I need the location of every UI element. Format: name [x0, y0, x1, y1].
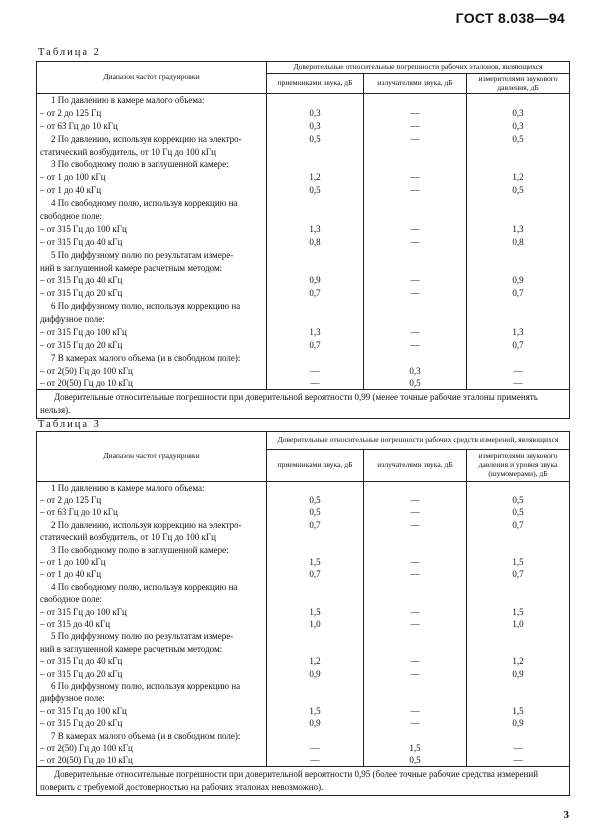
emitters-value: —	[364, 119, 467, 132]
page-number: 3	[563, 809, 569, 821]
table2-col-meters: измерителями звукового давления, дБ	[467, 74, 570, 94]
receivers-value: 0,9	[267, 717, 364, 729]
row-label: диффузное поле:	[37, 692, 267, 704]
emitters-value	[364, 593, 467, 605]
table-row	[37, 210, 570, 223]
meters-value: —	[467, 364, 570, 377]
emitters-value	[364, 261, 467, 274]
note-row	[37, 390, 570, 419]
table-row	[37, 581, 570, 593]
emitters-value	[364, 531, 467, 543]
emitters-value	[364, 158, 467, 171]
emitters-value: —	[364, 618, 467, 630]
meters-value	[467, 248, 570, 261]
meters-value: 0,3	[467, 119, 570, 132]
receivers-value: 1,2	[267, 655, 364, 667]
receivers-value	[267, 482, 364, 494]
row-label: 7 В камерах малого объема (и в свободном поле):	[37, 351, 267, 364]
row-label: 7 В камерах малого объема (и в свободном поле):	[37, 729, 267, 741]
meters-value: 0,7	[467, 287, 570, 300]
table-row	[37, 506, 570, 518]
table-row	[37, 158, 570, 171]
row-label: диффузное поле:	[37, 313, 267, 326]
table-row	[37, 593, 570, 605]
row-label: – от 315 Гц до 40 кГц	[37, 274, 267, 287]
receivers-value	[267, 248, 364, 261]
meters-value: 0,7	[467, 568, 570, 580]
row-label: – от 315 Гц до 20 кГц	[37, 717, 267, 729]
receivers-value: —	[267, 742, 364, 754]
table-row	[37, 568, 570, 580]
table-row	[37, 556, 570, 568]
table2-col-group: Доверительные относительные погрешности рабочих эталонов, являющихся	[267, 62, 570, 74]
table-row	[37, 655, 570, 667]
row-label: 3 По свободному полю в заглушенной камере:	[37, 543, 267, 555]
receivers-value: —	[267, 364, 364, 377]
meters-value: 1,5	[467, 605, 570, 617]
emitters-value: —	[364, 171, 467, 184]
emitters-value: —	[364, 705, 467, 717]
row-label: статический возбудитель, от 10 Гц до 100 кГц	[37, 145, 267, 158]
meters-value: 0,7	[467, 338, 570, 351]
receivers-value	[267, 94, 364, 107]
receivers-value: 0,9	[267, 667, 364, 679]
meters-value	[467, 313, 570, 326]
meters-value	[467, 680, 570, 692]
row-label: – от 1 до 40 кГц	[37, 184, 267, 197]
emitters-value	[364, 729, 467, 741]
receivers-value: 0,3	[267, 119, 364, 132]
receivers-value: 1,5	[267, 605, 364, 617]
emitters-value: —	[364, 519, 467, 531]
table-row	[37, 261, 570, 274]
table-row	[37, 145, 570, 158]
receivers-value	[267, 158, 364, 171]
meters-value: 1,2	[467, 655, 570, 667]
receivers-value	[267, 197, 364, 210]
emitters-value	[364, 630, 467, 642]
meters-value	[467, 543, 570, 555]
table-row	[37, 197, 570, 210]
meters-value: 0,5	[467, 132, 570, 145]
table-row	[37, 132, 570, 145]
table-row	[37, 222, 570, 235]
table3-col-receivers: приемниками звука, дБ	[267, 450, 364, 482]
receivers-value: 1,5	[267, 705, 364, 717]
row-label: – от 2 до 125 Гц	[37, 494, 267, 506]
table-row	[37, 338, 570, 351]
emitters-value	[364, 94, 467, 107]
receivers-value: 0,7	[267, 568, 364, 580]
receivers-value: 0,8	[267, 235, 364, 248]
row-label: – от 315 Гц до 100 кГц	[37, 605, 267, 617]
meters-value: 1,0	[467, 618, 570, 630]
meters-value	[467, 94, 570, 107]
table-row	[37, 235, 570, 248]
receivers-value	[267, 680, 364, 692]
emitters-value	[364, 351, 467, 364]
receivers-value: 0,5	[267, 184, 364, 197]
meters-value	[467, 692, 570, 704]
meters-value: 1,2	[467, 171, 570, 184]
row-label: свободное поле:	[37, 210, 267, 223]
table2-col-range: Диапазон частот градуировки	[37, 62, 267, 94]
emitters-value	[364, 581, 467, 593]
receivers-value	[267, 729, 364, 741]
receivers-value: 0,3	[267, 106, 364, 119]
row-label: 5 По диффузному полю по результатам измере-	[37, 248, 267, 261]
emitters-value	[364, 145, 467, 158]
table-row	[37, 717, 570, 729]
emitters-value: —	[364, 235, 467, 248]
emitters-value: —	[364, 605, 467, 617]
table-row	[37, 605, 570, 617]
emitters-value	[364, 197, 467, 210]
emitters-value	[364, 643, 467, 655]
meters-value: 0,9	[467, 717, 570, 729]
row-label: – от 20(50) Гц до 10 кГц	[37, 754, 267, 766]
emitters-value: —	[364, 274, 467, 287]
table-row	[37, 364, 570, 377]
table-row	[37, 680, 570, 692]
table-row	[37, 300, 570, 313]
receivers-value	[267, 351, 364, 364]
table-note: Доверительные относительные погрешности при доверительной вероятности 0,99 (менее точные рабочие эталоны применять нельзя).	[37, 390, 570, 419]
table-row	[37, 754, 570, 766]
meters-value	[467, 158, 570, 171]
meters-value: 0,7	[467, 519, 570, 531]
row-label: 1 По давлению в камере малого объема:	[37, 482, 267, 494]
row-label: – от 315 Гц до 100 кГц	[37, 222, 267, 235]
row-label: 1 По давлению в камере малого объема:	[37, 94, 267, 107]
row-label: – от 315 Гц до 20 кГц	[37, 338, 267, 351]
row-label: 6 По диффузному полю, используя коррекцию на	[37, 680, 267, 692]
receivers-value	[267, 313, 364, 326]
emitters-value: —	[364, 106, 467, 119]
table-row	[37, 171, 570, 184]
row-label: 3 По свободному полю в заглушенной камере:	[37, 158, 267, 171]
meters-value	[467, 145, 570, 158]
receivers-value: 1,3	[267, 222, 364, 235]
receivers-value: 0,5	[267, 132, 364, 145]
row-label: 5 По диффузному полю по результатам измере-	[37, 630, 267, 642]
row-label: – от 315 Гц до 20 кГц	[37, 667, 267, 679]
emitters-value: —	[364, 655, 467, 667]
meters-value: 0,8	[467, 235, 570, 248]
emitters-value: —	[364, 667, 467, 679]
emitters-value	[364, 543, 467, 555]
row-label: – от 1 до 100 кГц	[37, 171, 267, 184]
meters-value	[467, 351, 570, 364]
meters-value: 1,5	[467, 556, 570, 568]
table-row	[37, 667, 570, 679]
meters-value	[467, 197, 570, 210]
row-label: 2 По давлению, используя коррекцию на электро-	[37, 132, 267, 145]
meters-value	[467, 593, 570, 605]
emitters-value: —	[364, 506, 467, 518]
receivers-value: —	[267, 377, 364, 390]
emitters-value: —	[364, 326, 467, 339]
receivers-value: 1,5	[267, 556, 364, 568]
receivers-value: 0,7	[267, 519, 364, 531]
meters-value: 0,9	[467, 667, 570, 679]
table-row	[37, 519, 570, 531]
meters-value: —	[467, 377, 570, 390]
emitters-value: —	[364, 184, 467, 197]
row-label: ний в заглушенной камере расчетным методом:	[37, 643, 267, 655]
row-label: – от 1 до 100 кГц	[37, 556, 267, 568]
table-row	[37, 531, 570, 543]
meters-value	[467, 261, 570, 274]
row-label: – от 2 до 125 Гц	[37, 106, 267, 119]
meters-value: 0,5	[467, 184, 570, 197]
receivers-value: 1,3	[267, 326, 364, 339]
emitters-value: —	[364, 287, 467, 300]
receivers-value: 0,7	[267, 338, 364, 351]
emitters-value	[364, 692, 467, 704]
note-row	[37, 766, 570, 795]
row-label: статический возбудитель, от 10 Гц до 100 кГц	[37, 531, 267, 543]
row-label: – от 20(50) Гц до 10 кГц	[37, 377, 267, 390]
table3-col-group: Доверительные относительные погрешности рабочих средств измерений, являющихся	[267, 432, 570, 450]
receivers-value	[267, 581, 364, 593]
emitters-value: —	[364, 222, 467, 235]
meters-value: 0,5	[467, 494, 570, 506]
receivers-value: 0,7	[267, 287, 364, 300]
row-label: 4 По свободному полю, используя коррекцию на	[37, 581, 267, 593]
emitters-value	[364, 248, 467, 261]
table3-body	[37, 482, 570, 796]
table2-col-emitters: излучателями звука, дБ	[364, 74, 467, 94]
meters-value	[467, 300, 570, 313]
emitters-value	[364, 210, 467, 223]
row-label: 4 По свободному полю, используя коррекцию на	[37, 197, 267, 210]
table-row	[37, 94, 570, 107]
receivers-value: —	[267, 754, 364, 766]
receivers-value	[267, 210, 364, 223]
receivers-value: 0,5	[267, 506, 364, 518]
meters-value	[467, 729, 570, 741]
table-row	[37, 742, 570, 754]
meters-value: —	[467, 742, 570, 754]
table2	[36, 61, 570, 419]
receivers-value	[267, 593, 364, 605]
emitters-value: —	[364, 556, 467, 568]
receivers-value	[267, 145, 364, 158]
emitters-value: —	[364, 568, 467, 580]
meters-value: 1,3	[467, 222, 570, 235]
receivers-value	[267, 531, 364, 543]
table-row	[37, 184, 570, 197]
emitters-value: —	[364, 494, 467, 506]
receivers-value: 0,5	[267, 494, 364, 506]
row-label: 2 По давлению, используя коррекцию на электро-	[37, 519, 267, 531]
table-row	[37, 692, 570, 704]
table-row	[37, 482, 570, 494]
row-label: – от 2(50) Гц до 100 кГц	[37, 364, 267, 377]
table-row	[37, 630, 570, 642]
emitters-value	[364, 300, 467, 313]
row-label: ний в заглушенной камере расчетным методом:	[37, 261, 267, 274]
meters-value: 0,3	[467, 106, 570, 119]
table3	[36, 431, 570, 796]
meters-value	[467, 581, 570, 593]
table-row	[37, 274, 570, 287]
table-row	[37, 106, 570, 119]
receivers-value: 1,0	[267, 618, 364, 630]
table-row	[37, 618, 570, 630]
table-row	[37, 543, 570, 555]
row-label: – от 315 до 40 кГц	[37, 618, 267, 630]
table-row	[37, 313, 570, 326]
emitters-value: —	[364, 338, 467, 351]
table-row	[37, 351, 570, 364]
row-label: – от 315 Гц до 40 кГц	[37, 235, 267, 248]
meters-value	[467, 210, 570, 223]
table3-col-emitters: излучателями звука, дБ	[364, 450, 467, 482]
receivers-value	[267, 261, 364, 274]
row-label: – от 63 Гц до 10 кГц	[37, 119, 267, 132]
table-row	[37, 494, 570, 506]
row-label: – от 315 Гц до 100 кГц	[37, 326, 267, 339]
document-header: ГОСТ 8.038—94	[455, 10, 565, 26]
emitters-value	[364, 482, 467, 494]
emitters-value	[364, 680, 467, 692]
table3-caption: Таблица 3	[38, 419, 101, 430]
emitters-value: 1,5	[364, 742, 467, 754]
meters-value: —	[467, 754, 570, 766]
emitters-value	[364, 313, 467, 326]
table2-body	[37, 94, 570, 419]
receivers-value	[267, 300, 364, 313]
table-row	[37, 248, 570, 261]
receivers-value: 1,2	[267, 171, 364, 184]
table-note: Доверительные относительные погрешности при доверительной вероятности 0,95 (более точные рабочие средства измерений поверить с требуемой достоверностью на рабочих эталонах невозможно).	[37, 766, 570, 795]
emitters-value: —	[364, 717, 467, 729]
row-label: 6 По диффузному полю, используя коррекцию на	[37, 300, 267, 313]
emitters-value: —	[364, 132, 467, 145]
row-label: – от 63 Гц до 10 кГц	[37, 506, 267, 518]
table2-caption: Таблица 2	[38, 47, 101, 58]
meters-value	[467, 630, 570, 642]
meters-value: 1,3	[467, 326, 570, 339]
emitters-value: 0,3	[364, 364, 467, 377]
row-label: – от 315 Гц до 100 кГц	[37, 705, 267, 717]
table3-col-meters: измерителями звукового давления и уровня звука (шумомерами), дБ	[467, 450, 570, 482]
table-row	[37, 326, 570, 339]
meters-value: 0,5	[467, 506, 570, 518]
meters-value: 0,9	[467, 274, 570, 287]
table-row	[37, 705, 570, 717]
table-row	[37, 287, 570, 300]
table-row	[37, 643, 570, 655]
table2-col-receivers: приемниками звука, дБ	[267, 74, 364, 94]
meters-value	[467, 531, 570, 543]
emitters-value: 0,5	[364, 377, 467, 390]
table3-col-range: Диапазон частот градуировки	[37, 432, 267, 482]
meters-value	[467, 482, 570, 494]
meters-value: 1,5	[467, 705, 570, 717]
receivers-value	[267, 543, 364, 555]
meters-value	[467, 643, 570, 655]
receivers-value	[267, 630, 364, 642]
row-label: свободное поле:	[37, 593, 267, 605]
row-label: – от 315 Гц до 20 кГц	[37, 287, 267, 300]
receivers-value	[267, 692, 364, 704]
table-row	[37, 377, 570, 390]
receivers-value: 0,9	[267, 274, 364, 287]
receivers-value	[267, 643, 364, 655]
row-label: – от 2(50) Гц до 100 кГц	[37, 742, 267, 754]
row-label: – от 1 до 40 кГц	[37, 568, 267, 580]
emitters-value: 0,5	[364, 754, 467, 766]
table-row	[37, 729, 570, 741]
row-label: – от 315 Гц до 40 кГц	[37, 655, 267, 667]
table-row	[37, 119, 570, 132]
